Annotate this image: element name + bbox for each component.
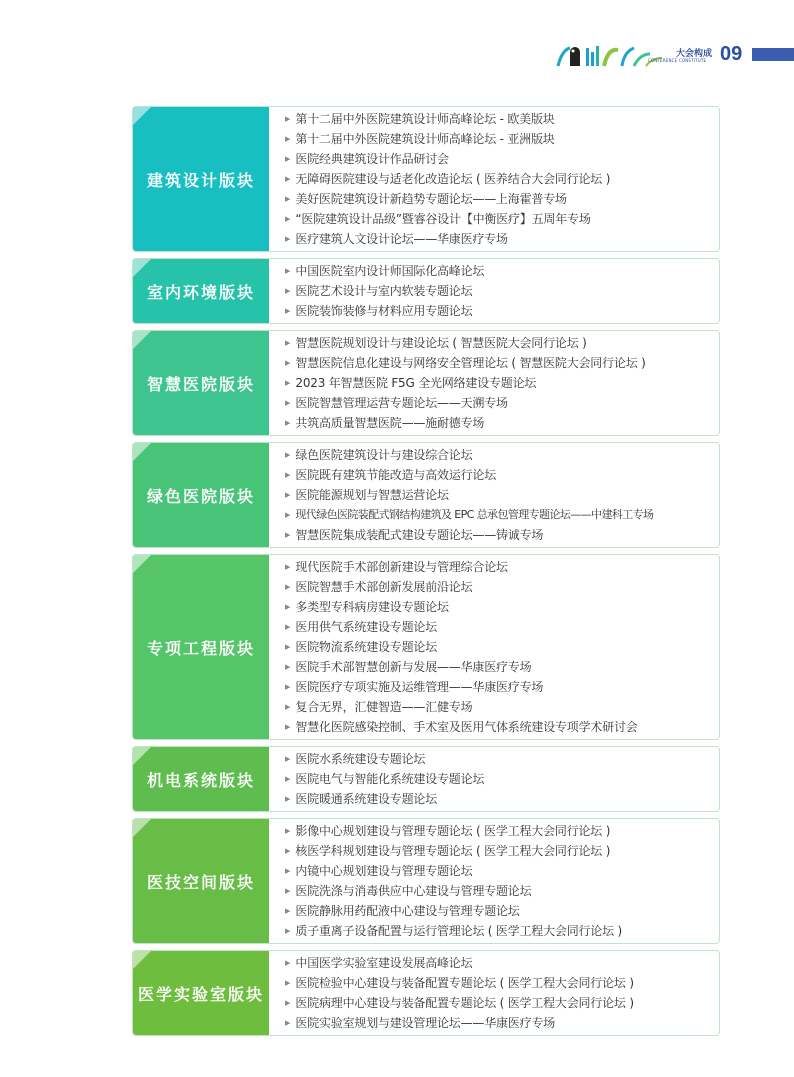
item-text: 医院智慧管理运营专题论坛——天溯专场 (295, 396, 508, 410)
item-text: 内镜中心规划建设与管理专题论坛 (295, 864, 473, 878)
section-item-list (269, 819, 719, 943)
list-item (285, 973, 713, 993)
bullet-icon: ▶ (285, 195, 291, 203)
section-item-list (269, 951, 719, 1035)
item-text: 医院检验中心建设与装备配置专题论坛 ( 医学工程大会同行论坛 ) (295, 976, 634, 990)
bullet-icon: ▶ (285, 307, 291, 315)
item-text: 医院物流系统建设专题论坛 (295, 640, 437, 654)
list-item (285, 749, 713, 769)
bullet-icon: ▶ (285, 235, 291, 243)
bullet-icon: ▶ (285, 867, 291, 875)
corner-decoration (133, 555, 151, 573)
list-item (285, 841, 713, 861)
section-label (133, 747, 269, 811)
list-item (285, 717, 713, 737)
item-text: 医院洗涤与消毒供应中心建设与管理专题论坛 (295, 884, 532, 898)
list-item (285, 189, 713, 209)
item-text: 医院实验室规划与建设管理论坛——华康医疗专场 (295, 1016, 555, 1030)
item-text: 医院装饰装修与材料应用专题论坛 (295, 304, 473, 318)
item-text: 现代医院手术部创新建设与管理综合论坛 (295, 560, 508, 574)
bullet-icon: ▶ (285, 531, 291, 539)
list-item (285, 413, 713, 433)
item-text: 医院手术部智慧创新与发展——华康医疗专场 (295, 660, 532, 674)
list-item (285, 393, 713, 413)
item-text: 智慧医院规划设计与建设论坛 ( 智慧医院大会同行论坛 ) (295, 336, 587, 350)
forum-section (132, 258, 720, 324)
list-item (285, 597, 713, 617)
bullet-icon: ▶ (285, 471, 291, 479)
item-text: 智慧医院集成装配式建设专题论坛——铸诚专场 (295, 528, 544, 542)
section-title: 智慧医院版块 (146, 374, 255, 394)
item-text: 第十二届中外医院建筑设计师高峰论坛 - 欧美版块 (295, 112, 555, 126)
item-text: 质子重离子设备配置与运行管理论坛 ( 医学工程大会同行论坛 ) (295, 924, 622, 938)
section-label (133, 555, 269, 739)
list-item (285, 637, 713, 657)
item-text: 医院医疗专项实施及运维管理——华康医疗专场 (295, 680, 544, 694)
list-item (285, 353, 713, 373)
bullet-icon: ▶ (285, 887, 291, 895)
page-header (0, 40, 794, 74)
corner-decoration (133, 443, 151, 461)
item-text: 医疗建筑人文设计论坛——华康医疗专场 (295, 232, 508, 246)
list-item (285, 789, 713, 809)
section-title: 机电系统版块 (146, 770, 255, 790)
bullet-icon: ▶ (285, 755, 291, 763)
bullet-icon: ▶ (285, 511, 291, 519)
forum-sections (132, 106, 720, 1042)
item-text: 中国医院室内设计师国际化高峰论坛 (295, 264, 485, 278)
section-label (133, 951, 269, 1035)
item-text: 多类型专科病房建设专题论坛 (295, 600, 449, 614)
item-text: 中国医学实验室建设发展高峰论坛 (295, 956, 473, 970)
corner-decoration (133, 747, 151, 765)
bullet-icon: ▶ (285, 827, 291, 835)
item-text: 医院能源规划与智慧运营论坛 (295, 488, 449, 502)
corner-decoration (133, 819, 151, 837)
section-title: 医学实验室版块 (137, 984, 264, 1004)
forum-section (132, 330, 720, 436)
list-item (285, 953, 713, 973)
item-text: 共筑高质量智慧医院——施耐德专场 (295, 416, 485, 430)
item-text: 第十二届中外医院建筑设计师高峰论坛 - 亚洲版块 (295, 132, 555, 146)
list-item (285, 505, 713, 525)
header-title: 大会构成 (676, 49, 713, 59)
list-item (285, 281, 713, 301)
bullet-icon: ▶ (285, 287, 291, 295)
bullet-icon: ▶ (285, 451, 291, 459)
bullet-icon: ▶ (285, 683, 291, 691)
list-item (285, 129, 713, 149)
bullet-icon: ▶ (285, 775, 291, 783)
list-item (285, 993, 713, 1013)
list-item (285, 445, 713, 465)
list-item (285, 485, 713, 505)
page-number: 09 (720, 43, 743, 65)
header-subtitle: CONFERENCE CONSTITUTE (648, 58, 707, 63)
list-item (285, 577, 713, 597)
bullet-icon: ▶ (285, 643, 291, 651)
section-label (133, 819, 269, 943)
bullet-icon: ▶ (285, 999, 291, 1007)
bullet-icon: ▶ (285, 359, 291, 367)
forum-section (132, 746, 720, 812)
bullet-icon: ▶ (285, 603, 291, 611)
item-text: 影像中心规划建设与管理专题论坛 ( 医学工程大会同行论坛 ) (295, 824, 611, 838)
bullet-icon: ▶ (285, 1019, 291, 1027)
list-item (285, 149, 713, 169)
section-label (133, 107, 269, 251)
item-text: 复合无界，汇健智造——汇健专场 (295, 700, 473, 714)
bullet-icon: ▶ (285, 847, 291, 855)
bullet-icon: ▶ (285, 979, 291, 987)
list-item (285, 617, 713, 637)
item-text: 医院病理中心建设与装备配置专题论坛 ( 医学工程大会同行论坛 ) (295, 996, 634, 1010)
list-item (285, 109, 713, 129)
conference-logo-icon (556, 44, 664, 70)
forum-section (132, 106, 720, 252)
list-item (285, 261, 713, 281)
section-item-list (269, 107, 719, 251)
bullet-icon: ▶ (285, 215, 291, 223)
bullet-icon: ▶ (285, 563, 291, 571)
list-item (285, 697, 713, 717)
list-item (285, 657, 713, 677)
bullet-icon: ▶ (285, 583, 291, 591)
item-text: 无障碍医院建设与适老化改造论坛 ( 医养结合大会同行论坛 ) (295, 172, 611, 186)
bullet-icon: ▶ (285, 959, 291, 967)
bullet-icon: ▶ (285, 927, 291, 935)
forum-section (132, 818, 720, 944)
item-text: 绿色医院建筑设计与建设综合论坛 (295, 448, 473, 462)
list-item (285, 769, 713, 789)
list-item (285, 921, 713, 941)
section-item-list (269, 259, 719, 323)
list-item (285, 373, 713, 393)
list-item (285, 821, 713, 841)
section-title: 医技空间版块 (146, 872, 255, 892)
section-item-list (269, 443, 719, 547)
list-item (285, 465, 713, 485)
list-item (285, 557, 713, 577)
item-text: 核医学科规划建设与管理专题论坛 ( 医学工程大会同行论坛 ) (295, 844, 611, 858)
list-item (285, 677, 713, 697)
bullet-icon: ▶ (285, 491, 291, 499)
list-item (285, 901, 713, 921)
header-accent-bar (752, 48, 794, 61)
item-text: 医院水系统建设专题论坛 (295, 752, 426, 766)
item-text: 医用供气系统建设专题论坛 (295, 620, 437, 634)
bullet-icon: ▶ (285, 175, 291, 183)
bullet-icon: ▶ (285, 155, 291, 163)
bullet-icon: ▶ (285, 723, 291, 731)
section-label (133, 259, 269, 323)
list-item (285, 881, 713, 901)
section-item-list (269, 555, 719, 739)
list-item (285, 525, 713, 545)
list-item (285, 861, 713, 881)
section-title: 建筑设计版块 (146, 170, 255, 190)
bullet-icon: ▶ (285, 703, 291, 711)
list-item (285, 169, 713, 189)
forum-section (132, 950, 720, 1036)
item-text: 智慧医院信息化建设与网络安全管理论坛 ( 智慧医院大会同行论坛 ) (295, 356, 646, 370)
item-text: 2023 年智慧医院 F5G 全光网络建设专题论坛 (295, 376, 537, 390)
corner-decoration (133, 107, 151, 125)
corner-decoration (133, 331, 151, 349)
section-title: 绿色医院版块 (146, 486, 255, 506)
bullet-icon: ▶ (285, 379, 291, 387)
bullet-icon: ▶ (285, 135, 291, 143)
item-text: “医院建筑设计品级”暨睿谷设计【中衡医疗】五周年专场 (295, 212, 591, 226)
item-text: 医院电气与智能化系统建设专题论坛 (295, 772, 485, 786)
item-text: 医院经典建筑设计作品研讨会 (295, 152, 449, 166)
corner-decoration (133, 951, 151, 969)
corner-decoration (133, 259, 151, 277)
bullet-icon: ▶ (285, 399, 291, 407)
item-text: 医院智慧手术部创新发展前沿论坛 (295, 580, 473, 594)
section-label (133, 443, 269, 547)
bullet-icon: ▶ (285, 907, 291, 915)
list-item (285, 301, 713, 321)
list-item (285, 229, 713, 249)
bullet-icon: ▶ (285, 267, 291, 275)
bullet-icon: ▶ (285, 339, 291, 347)
section-title: 室内环境版块 (146, 282, 255, 302)
bullet-icon: ▶ (285, 115, 291, 123)
section-title: 专项工程版块 (146, 638, 255, 658)
item-text: 医院静脉用药配液中心建设与管理专题论坛 (295, 904, 520, 918)
bullet-icon: ▶ (285, 419, 291, 427)
list-item (285, 333, 713, 353)
item-text: 智慧化医院感染控制、手术室及医用气体系统建设专项学术研讨会 (295, 720, 638, 734)
item-text: 医院暖通系统建设专题论坛 (295, 792, 437, 806)
list-item (285, 1013, 713, 1033)
forum-section (132, 554, 720, 740)
item-text: 现代绿色医院装配式钢结构建筑及 EPC 总承包管理专题论坛——中建科工专场 (295, 508, 654, 521)
item-text: 美好医院建筑设计新趋势专题论坛——上海霍普专场 (295, 192, 567, 206)
section-label (133, 331, 269, 435)
section-item-list (269, 331, 719, 435)
item-text: 医院艺术设计与室内软装专题论坛 (295, 284, 473, 298)
forum-section (132, 442, 720, 548)
list-item (285, 209, 713, 229)
bullet-icon: ▶ (285, 663, 291, 671)
bullet-icon: ▶ (285, 795, 291, 803)
section-item-list (269, 747, 719, 811)
item-text: 医院既有建筑节能改造与高效运行论坛 (295, 468, 496, 482)
bullet-icon: ▶ (285, 623, 291, 631)
